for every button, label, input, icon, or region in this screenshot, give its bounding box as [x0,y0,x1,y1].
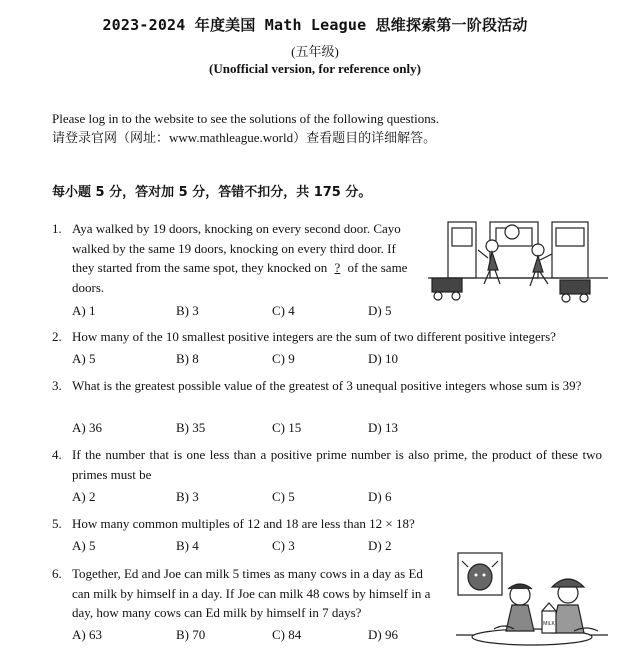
kids-knocking-illustration [428,220,608,308]
question-text: If the number that is one less than a positive prime number is also prime, the product of these two primes must be [72,447,602,482]
choice-d: D) 13 [368,420,398,435]
question-number: 4. [52,447,62,462]
choice-c: C) 15 [272,420,302,435]
question-text: How many of the 10 smallest positive integers are the sum of two different positive integers? [72,329,556,344]
choice-a: A) 36 [72,420,102,435]
intro-chinese: 请登录官网（网址：www.mathleague.world）查看题目的详细解答。 [52,130,437,145]
question-number: 1. [52,221,62,236]
milking-cows-illustration [456,551,608,655]
cow-head-icon [468,564,492,590]
question-text: How many common multiples of 12 and 18 are less than 12 × 18? [72,516,415,531]
choice-a: A) 1 [72,303,96,318]
choice-d: D) 10 [368,351,398,366]
choice-b: B) 35 [176,420,206,435]
choice-c: C) 84 [272,627,302,642]
choice-a: A) 63 [72,627,102,642]
page-title: 2023-2024 年度美国 Math League 思维探索第一阶段活动 [102,16,528,34]
choice-d: D) 2 [368,538,392,553]
choice-a: A) 2 [72,489,96,504]
choice-b: B) 3 [176,303,199,318]
scoring-rule: 每小题 5 分，答对加 5 分，答错不扣分，共 175 分。 [52,185,372,200]
choice-b: B) 8 [176,351,199,366]
choice-a: A) 5 [72,538,96,553]
wagon-left-icon [432,278,462,292]
question-number: 2. [52,329,62,344]
choice-b: B) 4 [176,538,199,553]
question-text: Together, Ed and Joe can milk 5 times as many cows in a day as Ed can milk by himself in a day. If Joe can milk 48 cows by himself in a day, how many cows can Ed milk by himself in 7 days? [72,566,431,620]
version-note: (Unofficial version, for reference only) [209,61,421,76]
question-text: What is the greatest possible value of the greatest of 3 unequal positive integers whose sum is 39? [72,378,582,393]
choice-c: C) 9 [272,351,295,366]
milk-label: MILK [543,621,555,627]
question-number: 5. [52,516,62,531]
answer-blank: ? [334,260,341,275]
choice-c: C) 4 [272,303,295,318]
choice-d: D) 6 [368,489,392,504]
choice-a: A) 5 [72,351,96,366]
person-in-window-icon [505,225,519,239]
choice-c: C) 5 [272,489,295,504]
question-number: 3. [52,378,62,393]
choice-b: B) 3 [176,489,199,504]
question-text: Aya walked by 19 doors, knocking on every second door. Cayo walked by the same 19 doors, knocking on every third door. If they started from the same spot, they knocked on ? of the same doors. [72,221,408,295]
choice-c: C) 3 [272,538,295,553]
choice-b: B) 70 [176,627,206,642]
choice-d: D) 5 [368,303,392,318]
wagon-right-icon [560,280,590,294]
intro-english: Please log in to the website to see the solutions of the following questions. [52,111,440,126]
question-number: 6. [52,566,62,581]
intro-block [52,109,439,147]
door-right-icon [552,222,588,278]
grade-label: (五年级) [291,44,339,59]
choice-d: D) 96 [368,627,398,642]
